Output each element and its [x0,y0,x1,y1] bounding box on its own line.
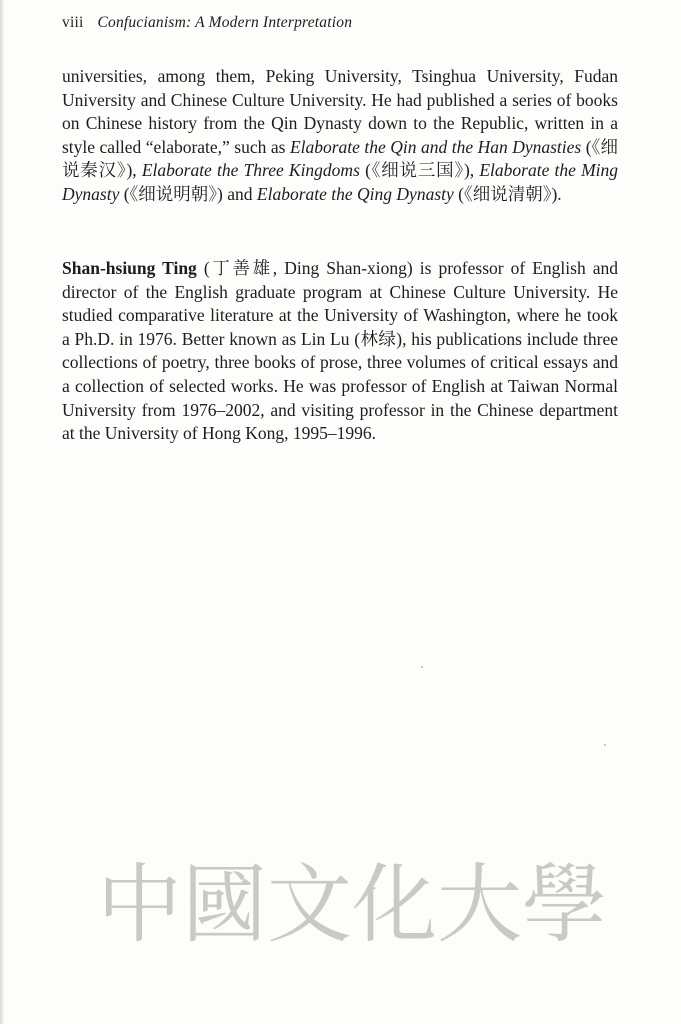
paragraph-1-text-3: (《细说三国》), [359,160,480,181]
paragraph-1-text-4: (《细说明朝》) and [119,183,257,204]
paper-speck [421,666,423,668]
page-number: viii [62,14,84,31]
paragraph-2 [62,257,618,446]
author-name: Shan-hsiung Ting [62,258,197,278]
university-watermark [92,826,612,956]
book-title-ming: Elaborate the Ming Dynasty [62,160,619,204]
page-edge-shadow [0,0,4,1024]
running-head [62,14,352,32]
paragraph-1-text-1: universities, among them, Peking University, Tsinghua University, Fudan University and Chinese Culture University. He had published a series of books on Chinese history from the Qin Dynasty down to the Republic, written in a style called “elaborate,” such as [62,66,618,157]
paragraph-1 [62,65,618,207]
watermark-text: 中國文化大學 [97,855,607,955]
paragraph-1-text-2: (《细说秦汉》), [62,136,619,181]
paragraph-1-text-5: (《细说清朝》). [453,183,562,204]
watermark-svg [92,826,612,956]
book-title-three-kingdoms: Elaborate the Three Kingdoms [141,160,360,181]
book-title-qing: Elaborate the Qing Dynasty [256,183,454,204]
book-title-qin-han: Elaborate the Qin and the Han Dynasties [289,136,582,157]
author-bio: (丁善雄, Ding Shan-xiong) is professor of English and director of the English graduate program at Chinese Culture University. He studied comparative literature at the University of Washington, where he took a Ph.D. in 1976. Better known as Lin Lu (林绿), his publications include three collections of poetry, three books of prose, three volumes of critical essays and a collection of selected works. He was professor of English at Taiwan Normal University from 1976–2002, and visiting professor in the Chinese department at the University of Hong Kong, 1995–1996. [62,258,618,444]
book-title: Confucianism: A Modern Interpretation [97,14,353,31]
paper-speck [604,744,606,746]
